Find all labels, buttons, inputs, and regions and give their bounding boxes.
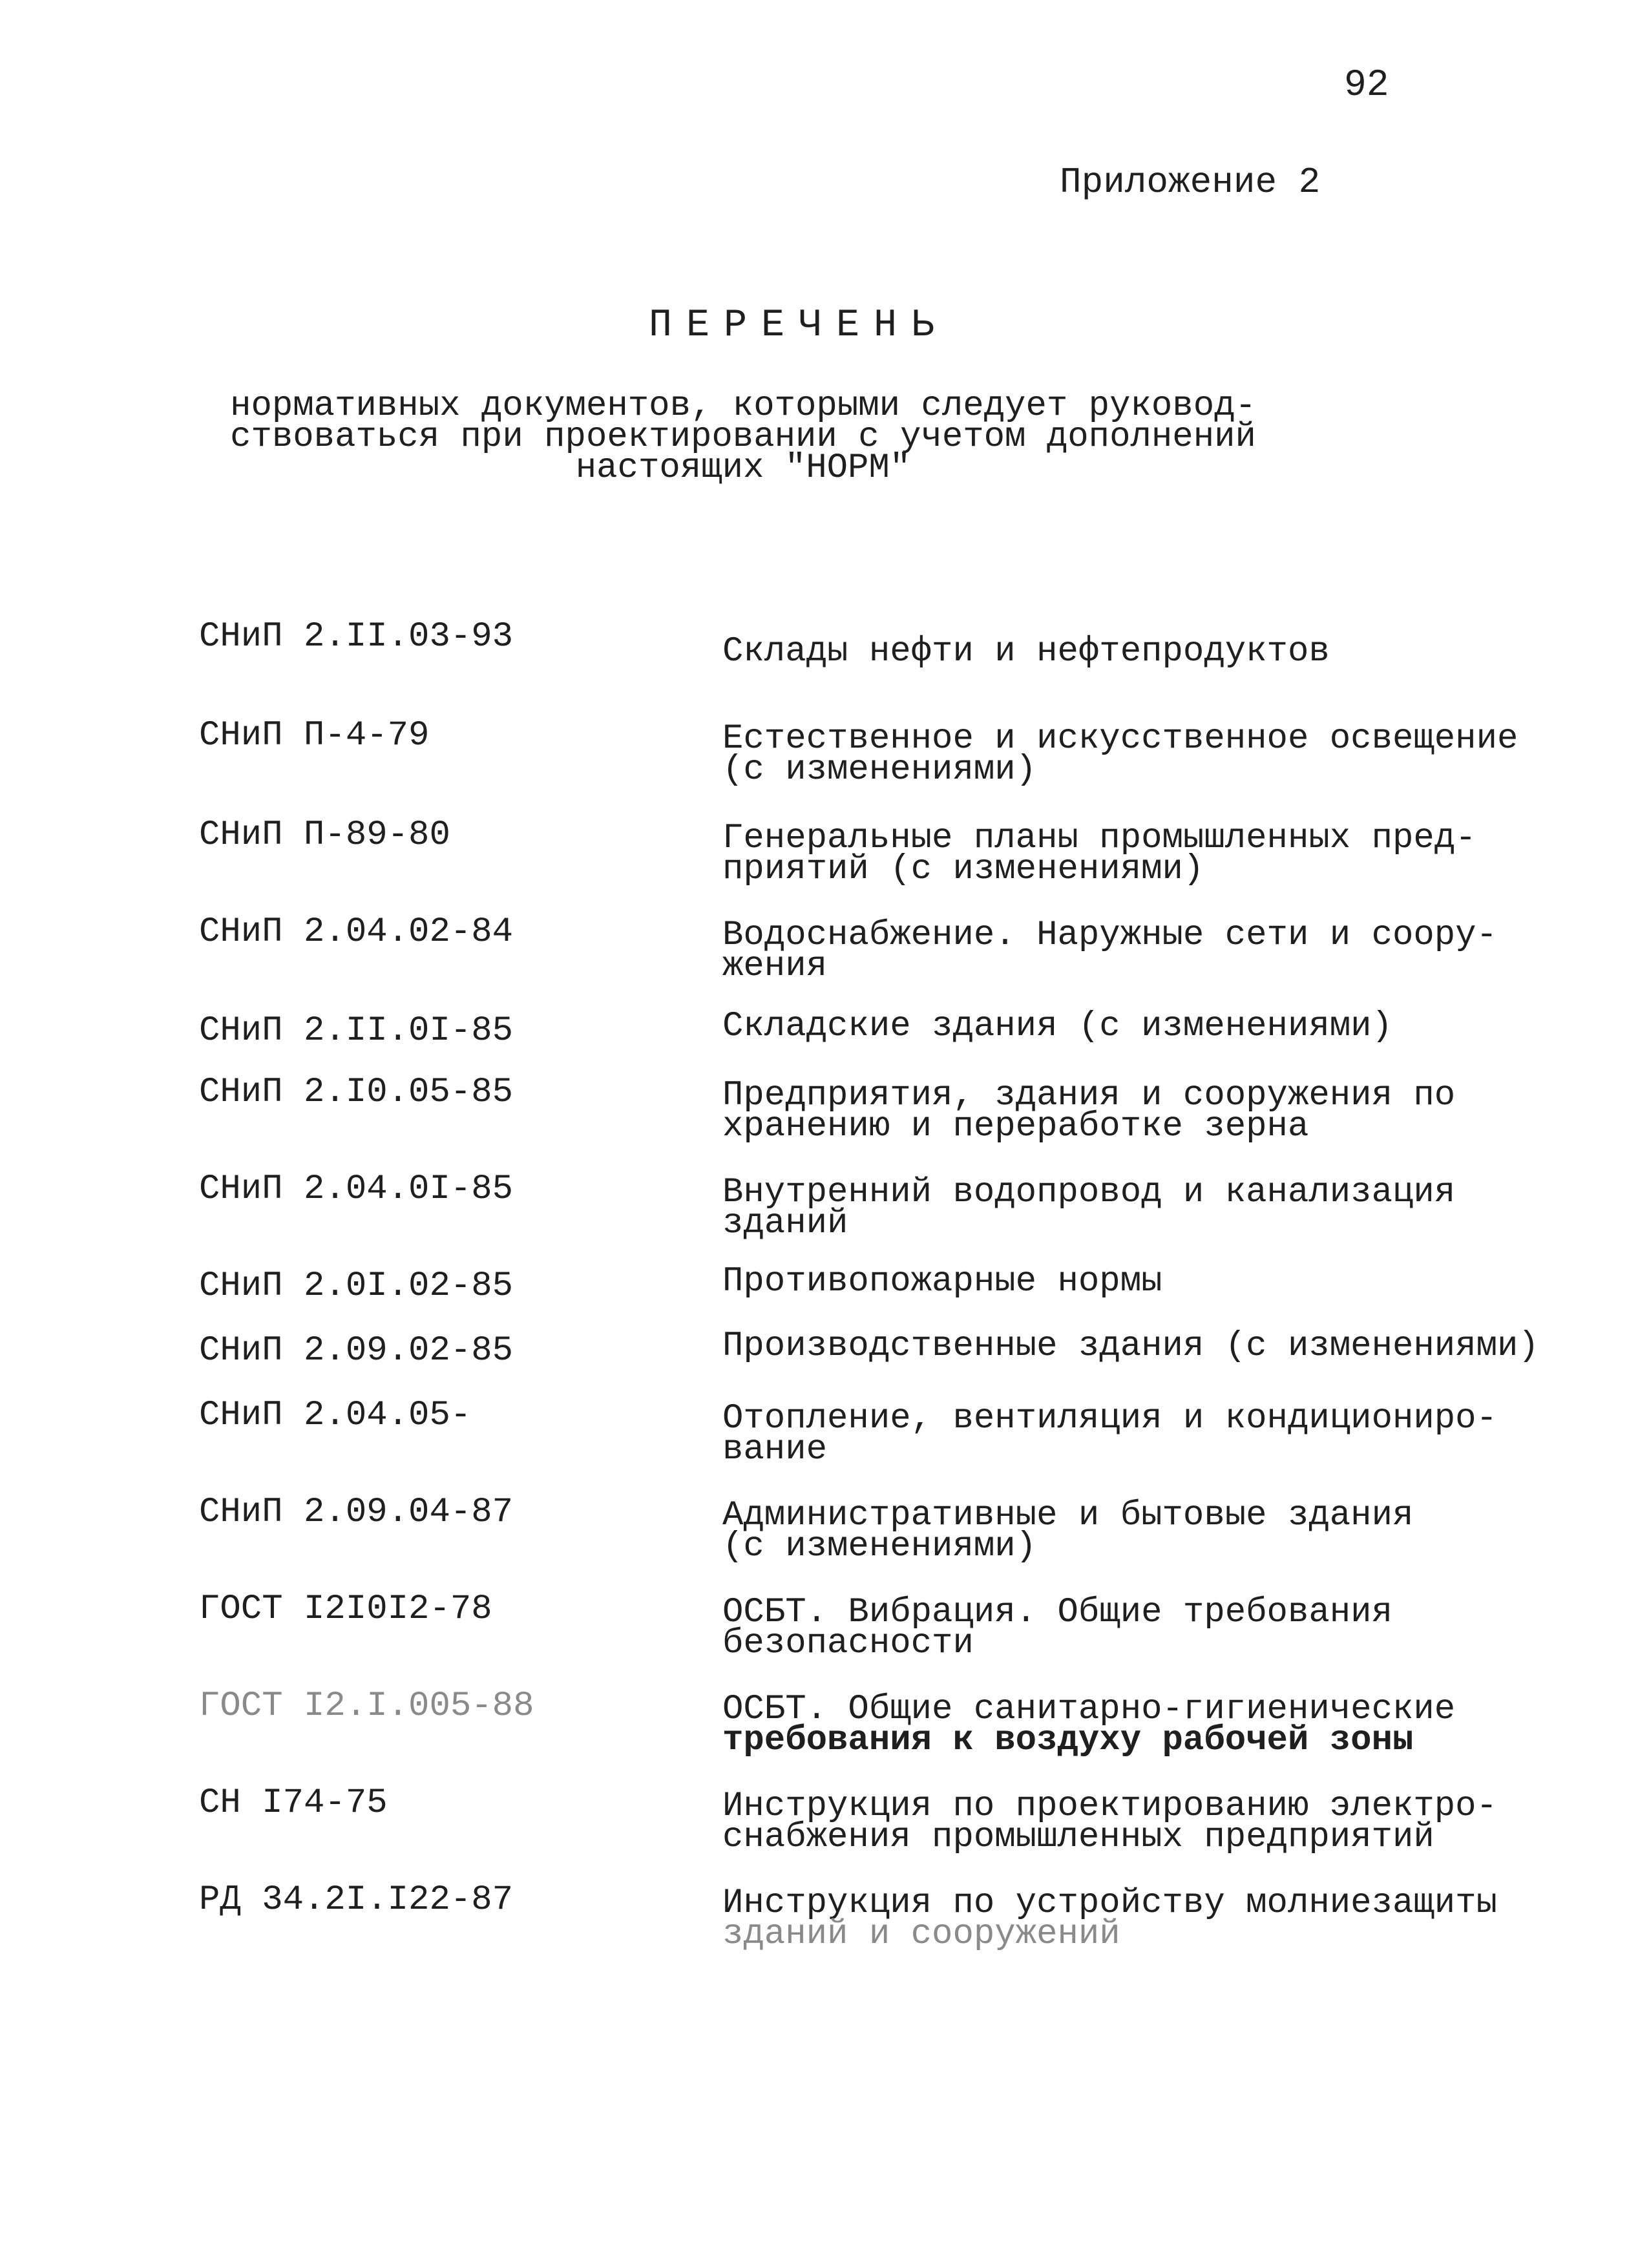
- document-description: [722, 1690, 1627, 1760]
- document-description: [722, 719, 1627, 790]
- description-line: безопасности: [722, 1624, 974, 1663]
- appendix-label: Приложение 2: [1060, 162, 1321, 203]
- document-code: СНиП 2.I0.05-85: [199, 1073, 514, 1112]
- document-description: [722, 1327, 1627, 1366]
- subtitle-line: ствоваться при проектировании с учетом дополнений: [230, 417, 1256, 457]
- document-description: [722, 1173, 1627, 1243]
- description-line: Производственные здания (с изменениями): [722, 1327, 1539, 1366]
- document-description: [722, 916, 1627, 986]
- document-description: [722, 1884, 1627, 1954]
- description-line: (с изменениями): [722, 1527, 1037, 1566]
- document-code: ГОСТ I2.I.005-88: [199, 1686, 534, 1726]
- description-line: вание: [722, 1430, 828, 1469]
- description-line: хранению и переработке зерна: [722, 1107, 1309, 1146]
- description-line: зданий: [722, 1204, 848, 1243]
- document-code: СНиП 2.04.05-: [199, 1396, 472, 1435]
- document-code: СНиП 2.II.0I-85: [199, 1011, 514, 1051]
- description-line: зданий и сооружений: [722, 1915, 1120, 1954]
- description-line: Противопожарные нормы: [722, 1262, 1162, 1301]
- description-line: Отопление, вентиляция и кондициониро-: [722, 1399, 1497, 1438]
- description-line: Инструкция по устройству молниезащиты: [722, 1884, 1497, 1923]
- description-line: Предприятия, здания и сооружения по: [722, 1076, 1456, 1115]
- page-title-text: ПЕРЕЧЕНЬ: [648, 304, 949, 348]
- document-description: [722, 1787, 1627, 1857]
- document-description: [722, 632, 1627, 671]
- document-code: СНиП 2.0I.02-85: [199, 1266, 514, 1306]
- document-code: СНиП П-89-80: [199, 815, 450, 855]
- page-title: [0, 304, 1649, 348]
- description-line: ОСБТ. Общие санитарно-гигиенические: [722, 1690, 1456, 1729]
- document-code: СНиП 2.II.03-93: [199, 617, 514, 656]
- document-description: [722, 1399, 1627, 1469]
- description-line: Инструкция по проектированию электро-: [722, 1787, 1497, 1826]
- description-line: ОСБТ. Вибрация. Общие требования: [722, 1593, 1392, 1632]
- document-code: ГОСТ I2I0I2-78: [199, 1590, 492, 1629]
- subtitle-line: нормативных документов, которыми следует руковод-: [230, 386, 1256, 426]
- description-line: снабжения промышленных предприятий: [722, 1818, 1434, 1857]
- description-line: Генеральные планы промышленных пред-: [722, 819, 1476, 858]
- document-description: [722, 1007, 1627, 1046]
- page-number: 92: [1344, 65, 1389, 107]
- document-code: СНиП 2.04.0I-85: [199, 1170, 514, 1209]
- document-code: СНиП 2.04.02-84: [199, 912, 514, 952]
- document-code: РД 34.2I.I22-87: [199, 1880, 514, 1920]
- description-line: жения: [722, 947, 828, 986]
- document-code: СН I74-75: [199, 1783, 388, 1823]
- description-line: Административные и бытовые здания: [722, 1496, 1414, 1535]
- description-line: (с изменениями): [722, 750, 1037, 790]
- document-description: [722, 1593, 1627, 1663]
- document-description: [722, 1496, 1627, 1566]
- document-description: [722, 1262, 1627, 1301]
- description-line: Водоснабжение. Наружные сети и соору-: [722, 916, 1497, 955]
- document-description: [722, 819, 1627, 889]
- document-description: [722, 1076, 1627, 1146]
- subtitle: [194, 386, 1292, 488]
- description-line: Складские здания (с изменениями): [722, 1007, 1392, 1046]
- description-line: Внутренний водопровод и канализация: [722, 1173, 1456, 1212]
- document-code: СНиП 2.09.04-87: [199, 1493, 514, 1532]
- description-line: Естественное и искусственное освещение: [722, 719, 1518, 759]
- description-line: требования к воздуху рабочей зоны: [722, 1721, 1414, 1760]
- document-code: СНиП 2.09.02-85: [199, 1331, 514, 1370]
- description-line: Склады нефти и нефтепродуктов: [722, 632, 1330, 671]
- description-line: приятий (с изменениями): [722, 850, 1204, 889]
- document-code: СНиП П-4-79: [199, 716, 430, 755]
- subtitle-line: настоящих "НОРМ": [575, 448, 911, 488]
